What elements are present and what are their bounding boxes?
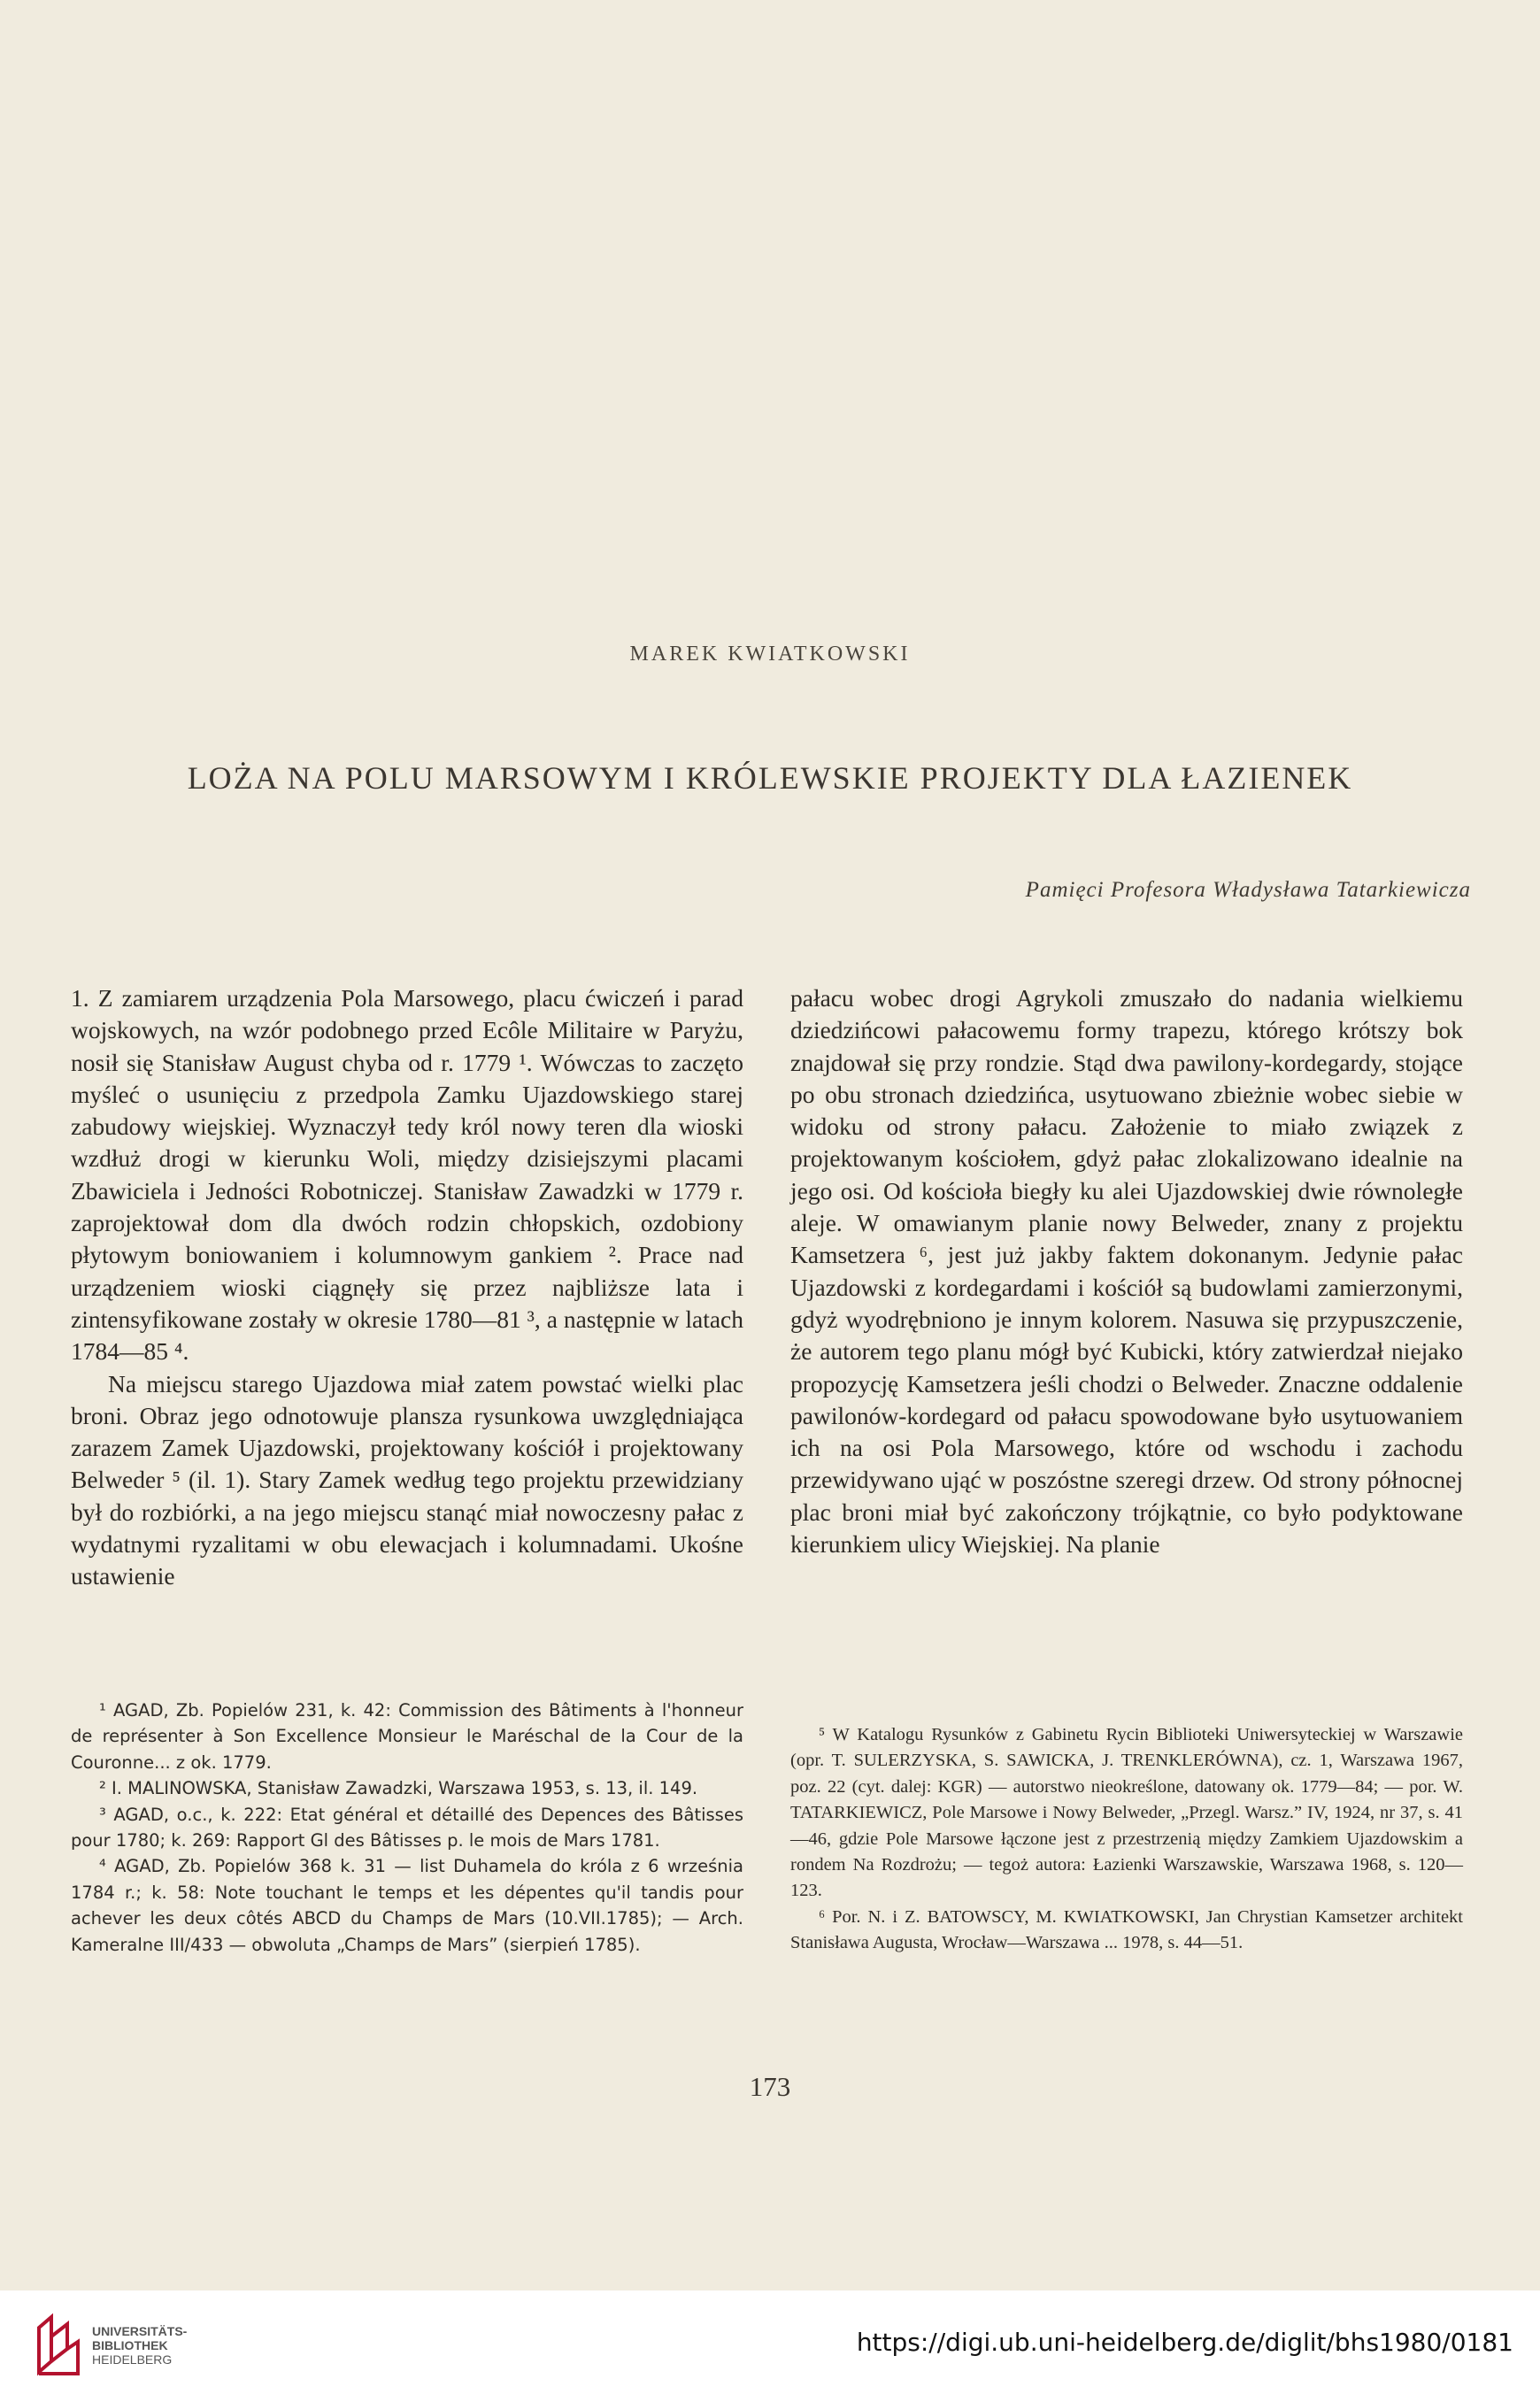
- footnote: ⁵ W Katalogu Rysunków z Gabinetu Rycin Biblioteki Uniwersyteckiej w Warszawie (opr. T. SULERZYSKA, S. SAWICKA, J. TRENKLERÓWNA), cz. 1, Warszawa 1967, poz. 22 (cyt. dalej: KGR) — autorstwo nieokreślone, datowany ok. 1779—84; — por. W. TATARKIEWICZ, Pole Marsowe i Nowy Belweder, „Przegl. Warsz.” IV, 1924, nr 37, s. 41—46, gdzie Pole Marsowe łączone jest z przestrzenią między Zamkiem Ujazdowskim a rondem Na Rozdrożu; — tegoż autora: Łazienki Warszawskie, Warszawa 1968, s. 120—123.: [790, 1725, 1463, 1901]
- footnote: ³ AGAD, o.c., k. 222: Etat général et détaillé des Depences des Bâtisses pour 1780; k. 269: Rapport Gl des Bâtisses p. le mois de Mars 1781.: [71, 1804, 743, 1852]
- footnote: ⁶ Por. N. i Z. BATOWSCY, M. KWIATKOWSKI, Jan Chrystian Kamsetzer architekt Stanisława Augusta, Wrocław—Warszawa ... 1978, s. 44—51.: [790, 1906, 1463, 1953]
- author-name: MAREK KWIATKOWSKI: [629, 643, 911, 666]
- paragraph: Na miejscu starego Ujazdowa miał zatem powstać wielki plac broni. Obraz jego odnotowuje plansza rysunkowa uwzględniająca zarazem Zamek Ujazdowski, projektowany kościół i projektowany Belweder ⁵ (il. 1). Stary Zamek według tego projektu przewidziany był do rozbiórki, a na jego miejscu stanąć miał nowoczesny pałac z wydatnymi ryzalitami w obu elewacjach i kolumnadami. Ukośne ustawienie: [71, 1369, 743, 1590]
- permalink-url[interactable]: https://digi.ub.uni-heidelberg.de/diglit/bhs1980/0181: [856, 2328, 1513, 2357]
- library-line-2: BIBLIOTHEK: [92, 2338, 168, 2352]
- viewer-footer: [0, 2290, 1540, 2402]
- footnotes-left: [71, 1698, 743, 1958]
- footnote: ¹ AGAD, Zb. Popielów 231, k. 42: Commission des Bâtiments à l'honneur de représenter à Son Excellence Monsieur le Maréschal de la Cour de la Couronne... z ok. 1779.: [71, 1700, 743, 1773]
- body-column-right: [790, 982, 1463, 1560]
- footnote: ² I. MALINOWSKA, Stanisław Zawadzki, Warszawa 1953, s. 13, il. 149.: [99, 1778, 698, 1799]
- article-title: LOŻA NA POLU MARSOWYM I KRÓLEWSKIE PROJEKTY DLA ŁAZIENEK: [187, 760, 1353, 796]
- paragraph: 1. Z zamiarem urządzenia Pola Marsowego, placu ćwiczeń i parad wojskowych, na wzór podobnego przed Ecôle Militaire w Paryżu, nosił się Stanisław August chyba od r. 1779 ¹. Wówczas to zaczęto myśleć o usunięciu z przedpola Zamku Ujazdowskiego starej zabudowy wiejskiej. Wyznaczył tedy król nowy teren dla wioski wzdłuż drogi w kierunku Woli, między dzisiejszymi placami Zbawiciela i Jedności Robotniczej. Stanisław Zawadzki w 1779 r. zaprojektował dom dla dwóch rodzin chłopskich, ozdobiony płytowym boniowaniem i kolumnowym gankiem ². Prace nad urządzeniem wioski ciągnęły się przez najbliższe lata i zintensyfikowane zostały w okresie 1780—81 ³, a następnie w latach 1784—85 ⁴.: [71, 984, 743, 1366]
- page-number: 173: [749, 2071, 791, 2102]
- body-column-left: [71, 982, 743, 1593]
- university-library-logo-icon: [32, 2310, 85, 2381]
- paragraph: pałacu wobec drogi Agrykoli zmuszało do nadania wielkiemu dziedzińcowi pałacowemu formy trapezu, którego krótszy bok znajdował się przy rondzie. Stąd dwa pawilony-kordegardy, stojące po obu stronach dziedzińca, usytuowano zbieżnie wobec siebie w widoku od strony pałacu. Założenie to miało związek z projektowanym kościołem, gdyż pałac zlokalizowano idealnie na jego osi. Od kościoła biegły ku alei Ujazdowskiej dwie równoległe aleje. W omawianym planie nowy Belweder, znany z projektu Kamsetzera ⁶, jest już jakby faktem dokonanym. Jedynie pałac Ujazdowski z kordegardami i kościół są budowlami zamierzonymi, gdyż wyodrębniono je innym kolorem. Nasuwa się przypuszczenie, że autorem tego planu mógł być Kubicki, który zatwierdzał niejako propozycję Kamsetzera jeśli chodzi o Belweder. Znaczne oddalenie pawilonów-kordegard od pałacu spowodowane było usytuowaniem ich na osi Pola Marsowego, które od wschodu i zachodu przewidywano ująć w poszóstne szeregi drzew. Od strony północnej plac broni miał być zakończony trójkątnie, co było podyktowane kierunkiem ulicy Wiejskiej. Na planie: [790, 984, 1463, 1559]
- footnote: ⁴ AGAD, Zb. Popielów 368 k. 31 — list Duhamela do króla z 6 września 1784 r.; k. 58: Note touchant le temps et les dépentes qu'il tandis pour achever les deux côtés ABCD du Champs de Mars (10.VII.1785); — Arch. Kameralne III/433 — obwoluta „Champs de Mars” (sierpień 1785).: [71, 1856, 743, 1955]
- library-name: [92, 2324, 187, 2367]
- library-line-3: HEIDELBERG: [92, 2352, 173, 2367]
- library-line-1: UNIVERSITÄTS-: [92, 2324, 188, 2338]
- dedication: Pamięci Profesora Władysława Tatarkiewicza: [1025, 878, 1471, 902]
- footnotes-right: [790, 1722, 1463, 1957]
